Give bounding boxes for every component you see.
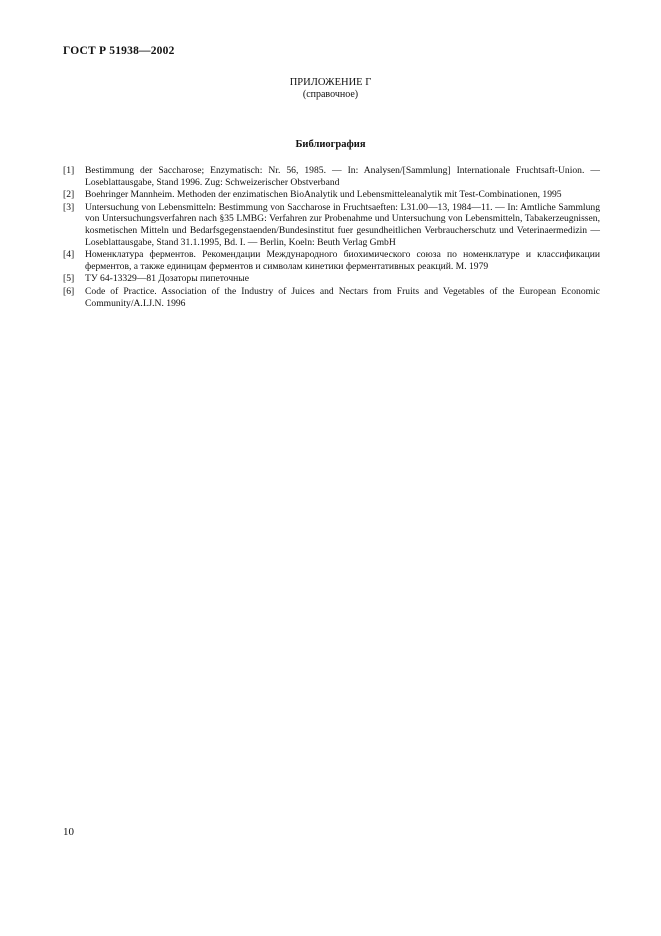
annex-title: ПРИЛОЖЕНИЕ Г [289, 77, 372, 88]
ref-number: [2] [63, 189, 75, 201]
annex-heading [0, 77, 661, 101]
ref-text: Bestimmung der Saccharose; Enzymatisch: Nr. 56, 1985. — In: Analysen/[Sammlung] Internationale Fruchtsaft-Union. — Loseblattausgabe, Stand 1996. Zug: Schweizerischer Obstverband [85, 165, 600, 188]
annex-subtitle: (справочное) [302, 89, 359, 100]
bibliography-title: Библиография [295, 139, 366, 150]
ref-number: [6] [63, 285, 75, 297]
ref-text: Untersuchung von Lebensmitteln: Bestimmung von Saccharose in Fruchtsaeften: L31.00—13, 1984—11. — In: Amtliche Sammlung von Untersuchungsverfahren nach §35 LMBG: Verfahren zur Probenahme und Untersuchung von Lebensmitteln, Tabakerzeugnissen, kosmetischen Mitteln und Bedarfsgegenstaenden/Bundesinstitut fuer gesundheitlichen Verbraucherschutz und Veterinaermedizin — Loseblattausgabe, Stand 31.1.1995, Bd. I. — Berlin, Koeln: Beuth Verlag GmbH [85, 201, 600, 248]
ref-number: [5] [63, 273, 75, 285]
ref-text: Code of Practice. Association of the Industry of Juices and Nectars from Fruits and Vegetables of the European Economic Community/A.I.J.N. 1996 [85, 285, 600, 309]
ref-text: ТУ 64-13329—81 Дозаторы пипеточные [85, 273, 249, 285]
bibliography-item-2 [63, 189, 600, 201]
ref-number: [3] [63, 201, 75, 213]
bibliography-item-1 [63, 165, 600, 188]
bibliography-item-5 [63, 273, 600, 285]
bibliography-item-6 [63, 286, 600, 309]
bibliography-item-3 [63, 202, 600, 248]
standard-designation: ГОСТ Р 51938—2002 [63, 45, 175, 57]
bibliography-list [63, 165, 600, 310]
ref-text: Boehringer Mannheim. Methoden der enzimatischen BioAnalytik und Lebensmitteleanalytik mit Test-Combinationen, 1995 [85, 189, 562, 201]
ref-number: [4] [63, 249, 75, 261]
page-number: 10 [63, 826, 74, 838]
ref-number: [1] [63, 165, 75, 176]
ref-text: Номенклатура ферментов. Рекомендации Международного биохимического союза по номенклатуре и классификации ферментов, а также единицам ферментов и символам кинетики ферментативных реакций. М. 1979 [85, 249, 600, 272]
bibliography-item-4 [63, 249, 600, 272]
